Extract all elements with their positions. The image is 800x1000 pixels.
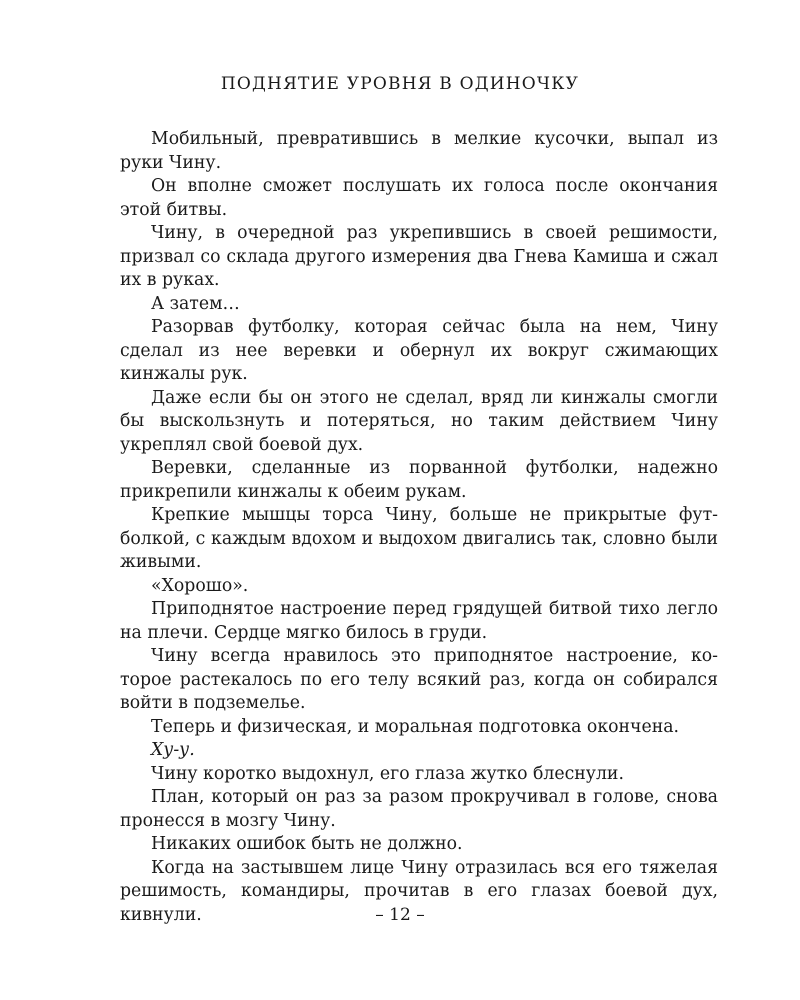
running-header-title: ПОДНЯТИЕ УРОВНЯ В ОДИНОЧКУ: [220, 74, 580, 94]
page-number: – 12 –: [375, 905, 425, 925]
paragraph-12: Теперь и физическая, и моральная подготовка окончена.: [151, 716, 680, 737]
paragraph-10: Приподнятое настроение перед грядущей битвой тихо легло на плечи. Сердце мягко билось в груди.: [120, 599, 718, 643]
paragraph-3: Чину, в очередной раз укрепившись в своей решимости, призвал со склада другого измерения два Гнева Камиша и сжал их в руках.: [120, 223, 718, 290]
paragraph-1: Мобильный, превратившись в мелкие кусочки, выпал из руки Чину.: [120, 129, 718, 173]
paragraph-11: Чину всегда нравилось это приподнятое настроение, которое растекалось по его телу всякий раз, когда он собирался войти в подземелье.: [120, 646, 718, 713]
paragraph-14: Чину коротко выдохнул, его глаза жутко блеснули.: [151, 763, 624, 784]
paragraph-8: Крепкие мышцы торса Чину, больше не прикрытые футболкой, с каждым вдохом и выдохом двигались так, словно были живыми.: [120, 505, 718, 572]
paragraph-9: «Хорошо».: [151, 575, 249, 596]
paragraph-15: План, который он раз за разом прокручивал в голове, снова пронесся в мозгу Чину.: [120, 787, 718, 831]
main-text-block: [120, 128, 718, 927]
paragraph-7: Веревки, сделанные из порванной футболки, надежно прикрепили кинжалы к обеим рукам.: [120, 458, 718, 502]
paragraph-17: Когда на застывшем лице Чину отразилась вся его тяжелая решимость, командиры, прочитав в его глазах боевой дух, кивнули.: [120, 857, 718, 925]
paragraph-16: Никаких ошибок быть не должно.: [151, 834, 463, 854]
paragraph-2: Он вполне сможет послушать их голоса после окончания этой битвы.: [120, 176, 718, 220]
paragraph-5: Разорвав футболку, которая сейчас была на нем, Чину сделал из нее веревки и обернул их вокруг сжимающих кинжалы рук.: [120, 317, 718, 384]
paragraph-6: Даже если бы он этого не сделал, вряд ли кинжалы смогли бы выскользнуть и потеряться, но таким действием Чину укреплял свой боевой дух.: [120, 387, 718, 455]
paragraph-13: Ху-у.: [151, 740, 195, 760]
paragraph-4: А затем…: [151, 293, 240, 314]
